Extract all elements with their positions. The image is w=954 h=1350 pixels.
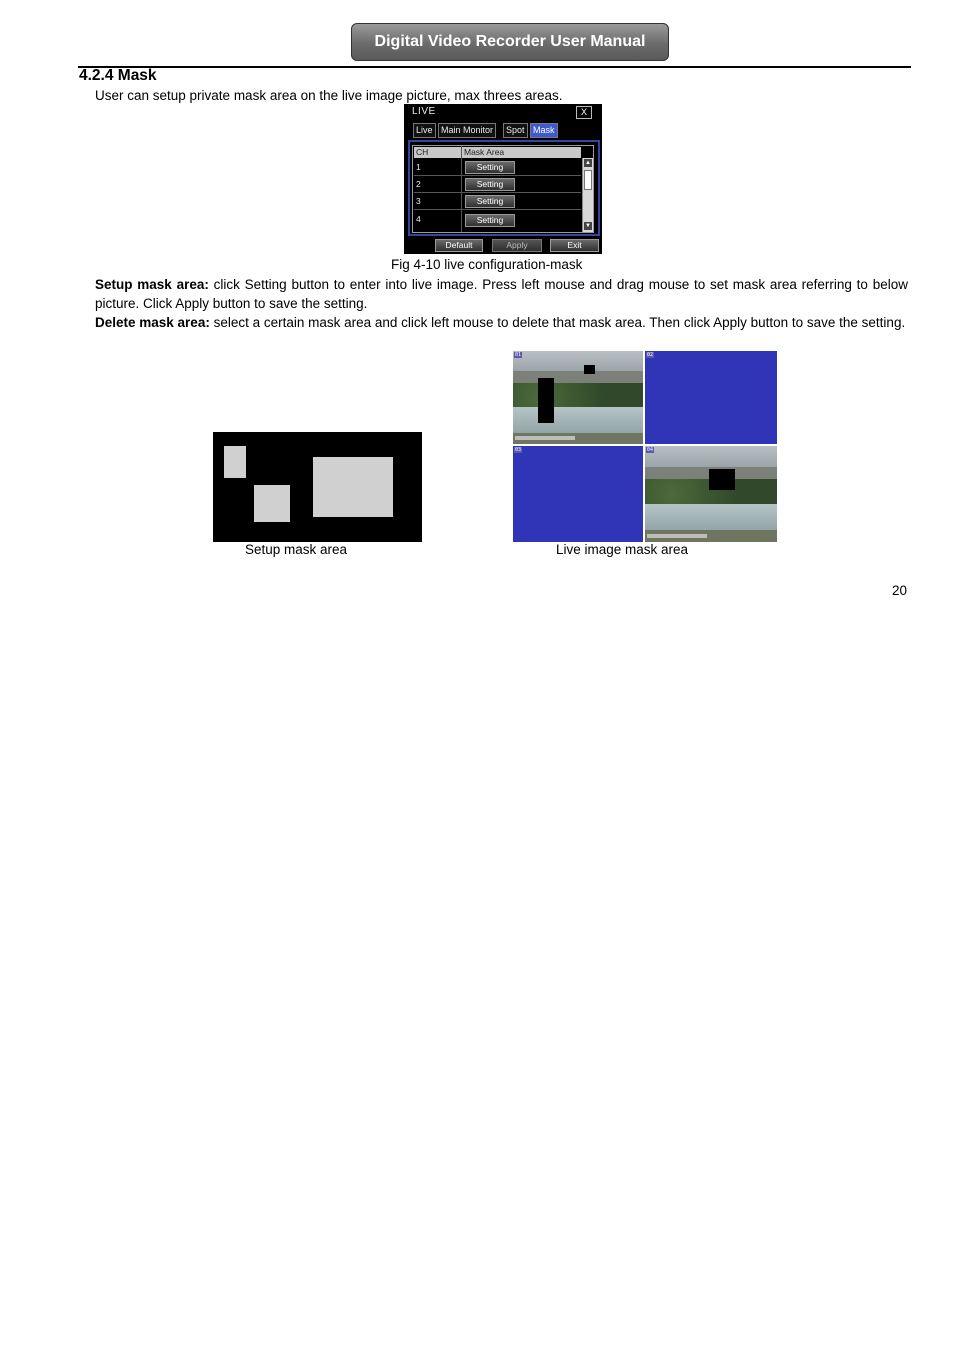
- table-row: [414, 193, 581, 210]
- header-divider: [78, 66, 911, 68]
- delete-mask-paragraph: [95, 313, 908, 332]
- row-channel: 1: [416, 162, 421, 172]
- table-row: [414, 159, 581, 176]
- setting-button-ch4[interactable]: Setting: [465, 214, 515, 227]
- manual-title: Digital Video Recorder User Manual: [374, 33, 646, 50]
- privacy-mask: [538, 378, 554, 423]
- table-header: [414, 147, 581, 158]
- row-channel: 3: [416, 196, 421, 206]
- section-title: 4.2.4 Mask: [79, 67, 157, 84]
- page-number: 20: [892, 583, 908, 598]
- default-button[interactable]: Default: [435, 239, 483, 252]
- row-channel: 4: [416, 214, 421, 224]
- setup-mask-text: click Setting button to enter into live image. Press left mouse and drag mouse to set mask area referring to below picture. Click Apply button to save the setting.: [95, 277, 908, 311]
- tab-mask[interactable]: Mask: [530, 123, 558, 138]
- intro-text: User can setup private mask area on the live image picture, max threes areas.: [95, 88, 563, 103]
- table-row: [414, 176, 581, 193]
- channel-tag: 03: [514, 447, 522, 453]
- channel-tag: 01: [514, 352, 522, 358]
- table-scrollbar[interactable]: [582, 158, 593, 232]
- setup-mask-paragraph: [95, 275, 908, 313]
- mask-table: [412, 145, 594, 233]
- column-ch: CH: [416, 147, 429, 157]
- apply-button[interactable]: Apply: [492, 239, 542, 252]
- scroll-down-icon[interactable]: ▼: [585, 223, 591, 229]
- mask-area-1: [224, 446, 246, 478]
- tab-live[interactable]: Live: [413, 123, 436, 138]
- camera-view-4: [645, 446, 777, 542]
- live-mask-caption: Live image mask area: [556, 542, 689, 557]
- camera-view-3: [513, 446, 643, 542]
- setting-button-ch3[interactable]: Setting: [465, 195, 515, 208]
- figure-caption: Fig 4-10 live configuration-mask: [391, 257, 583, 272]
- dialog-title: LIVE: [412, 106, 436, 117]
- channel-tag: 02: [646, 352, 654, 358]
- camera-view-2: [645, 351, 777, 444]
- privacy-mask: [709, 469, 735, 490]
- privacy-mask: [584, 365, 595, 374]
- setting-button-ch1[interactable]: Setting: [465, 161, 515, 174]
- live-mask-image: [513, 351, 777, 542]
- setup-mask-caption: Setup mask area: [245, 542, 348, 557]
- setup-mask-label: Setup mask area:: [95, 277, 209, 292]
- scroll-up-icon[interactable]: ▲: [585, 160, 591, 166]
- camera-view-1: [513, 351, 643, 444]
- setting-button-ch2[interactable]: Setting: [465, 178, 515, 191]
- osd-timestamp: [515, 436, 575, 440]
- setup-mask-image: [213, 432, 422, 542]
- mask-area-3: [313, 457, 393, 517]
- live-config-dialog: [404, 104, 602, 254]
- osd-timestamp: [647, 534, 707, 538]
- mask-area-2: [254, 485, 290, 522]
- row-channel: 2: [416, 179, 421, 189]
- scroll-thumb[interactable]: [584, 170, 592, 190]
- close-icon[interactable]: X: [576, 106, 592, 119]
- exit-button[interactable]: Exit: [550, 239, 599, 252]
- tab-spot[interactable]: Spot: [503, 123, 528, 138]
- manual-header-badge: [351, 23, 669, 61]
- column-mask-area: Mask Area: [464, 147, 505, 157]
- table-row: [414, 211, 581, 227]
- channel-tag: 04: [646, 447, 654, 453]
- delete-mask-text: select a certain mask area and click left mouse to delete that mask area. Then click Apply button to save the setting.: [209, 315, 906, 330]
- tab-main-monitor[interactable]: Main Monitor: [438, 123, 496, 138]
- delete-mask-label: Delete mask area:: [95, 315, 210, 330]
